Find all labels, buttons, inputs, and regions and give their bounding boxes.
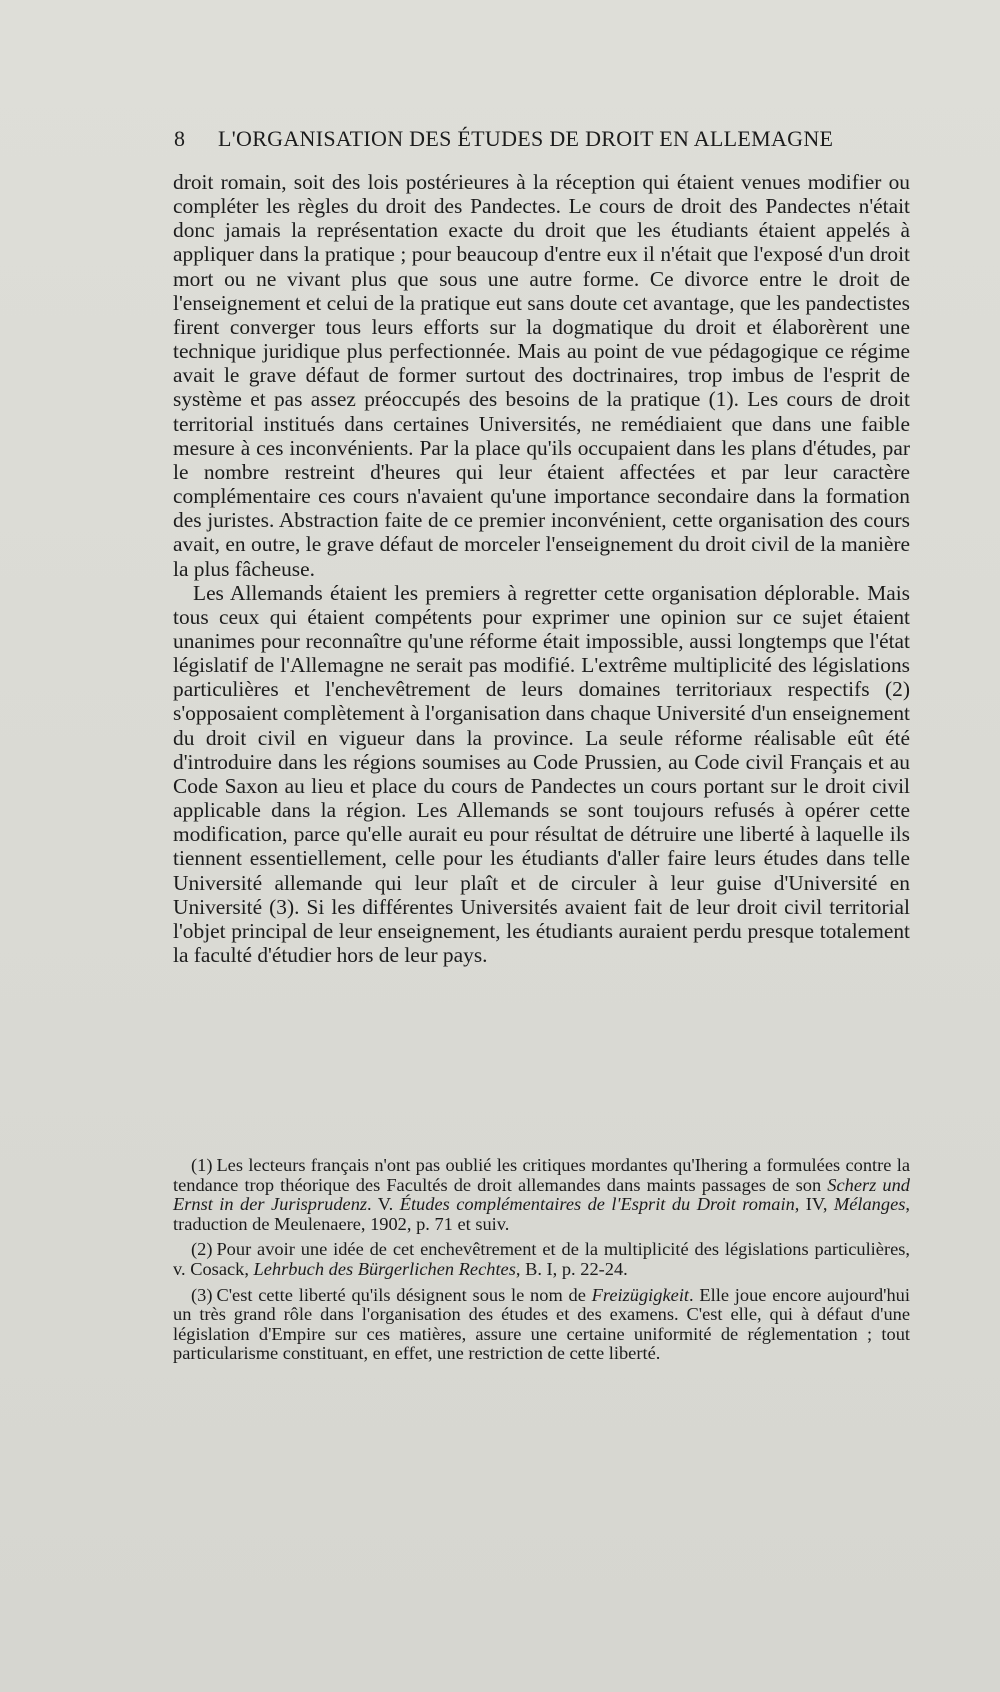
footnote-text: C'est cette liberté qu'ils désignent sous le nom de bbox=[216, 1284, 592, 1305]
footnote-text: , IV, bbox=[794, 1194, 834, 1215]
main-text bbox=[173, 170, 910, 967]
work-title: Mélanges bbox=[833, 1194, 906, 1215]
footnote-text: , B. I, p. 22-24. bbox=[515, 1258, 628, 1279]
page-header bbox=[174, 126, 890, 152]
footnote-text: , traduction de Meulenaere, 1902, p. 71 et suiv. bbox=[173, 1194, 910, 1234]
footnote-marker: (3) bbox=[191, 1284, 213, 1305]
footnote-marker: (1) bbox=[191, 1155, 213, 1175]
work-title: Lehrbuch des Bürgerlichen Rechtes bbox=[253, 1258, 516, 1279]
footnote-2 bbox=[173, 1240, 910, 1279]
footnote-3 bbox=[173, 1286, 910, 1364]
term: Freizügigkeit bbox=[591, 1284, 690, 1305]
work-title: Scherz und Ernst in der Jurisprudenz bbox=[173, 1174, 910, 1215]
footnote-marker: (2) bbox=[191, 1239, 213, 1260]
footnotes bbox=[173, 1156, 910, 1370]
page-number: 8 bbox=[174, 126, 186, 151]
paragraph: droit romain, soit des lois postérieures à la réception qui étaient venues modifier ou compléter les règles du droit des Pandectes. Le cours de droit des Pandectes n'était donc jamais la représentation exacte du droit que les étudiants étaient appelés à appliquer dans la pratique ; pour beaucoup d'entre eux il n'était que l'exposé d'un droit mort ou ne vivant plus que sous une autre forme. Ce divorce entre le droit de l'enseignement et celui de la pratique eut sans doute cet avantage, que les pandectistes firent converger tous leurs efforts sur la dogmatique du droit et élaborèrent une technique juridique plus perfectionnée. Mais au point de vue pédagogique ce régime avait le grave défaut de former surtout des doctrinaires, trop imbus de l'esprit de système et pas assez préoccupés des besoins de la pratique (1). Les cours de droit territorial institués dans certaines Universités, ne remédiaient que dans une faible mesure à ces inconvénients. Par la place qu'ils occupaient dans les plans d'études, par le nombre restreint d'heures qui leur étaient affectées et par leur caractère complémentaire ces cours n'avaient qu'une importance secondaire dans la formation des juristes. Abstraction faite de ce premier inconvénient, cette organisation des cours avait, en outre, le grave défaut de morceler l'enseignement du droit civil de la manière la plus fâcheuse. bbox=[173, 170, 910, 581]
footnote-text: Les lecteurs français n'ont pas oublié les critiques mordantes qu'Ihering a formulées contre la tendance trop théorique des Facultés de droit allemandes dans maints passages de son bbox=[173, 1155, 910, 1195]
footnote-1 bbox=[173, 1156, 910, 1234]
work-title: Études complémentaires de l'Esprit du Droit romain bbox=[399, 1194, 795, 1215]
footnote-text: . Elle joue encore aujourd'hui un très grand rôle dans l'organisation des études et des examens. C'est elle, qui à défaut d'une législation d'Empire sur ces matières, assure une certaine uniformité de réglementation ; tout particularisme constituant, en effet, une restriction de cette liberté. bbox=[173, 1284, 910, 1364]
footnote-text: . V. bbox=[367, 1194, 400, 1215]
paragraph: Les Allemands étaient les premiers à regretter cette organisation déplorable. Mais tous ceux qui étaient compétents pour exprimer une opinion sur ce sujet étaient unanimes pour reconnaître qu'une réforme était impossible, aussi longtemps que l'état législatif de l'Allemagne ne serait pas modifié. L'extrême multiplicité des législations particulières et l'enchevêtrement de leurs domaines territoriaux respectifs (2) s'opposaient complètement à l'organisation dans chaque Université d'un enseignement du droit civil en vigueur dans la province. La seule réforme réalisable eût été d'introduire dans les régions soumises au Code Prussien, au Code civil Français et au Code Saxon au lieu et place du cours de Pandectes un cours portant sur le droit civil applicable dans la région. Les Allemands se sont toujours refusés à opérer cette modification, parce qu'elle aurait eu pour résultat de détruire une liberté à laquelle ils tiennent essentiellement, celle pour les étudiants d'aller faire leurs études dans telle Université allemande qui leur plaît et de circuler à leur guise d'Université en Université (3). Si les différentes Universités avaient fait de leur droit civil territorial l'objet principal de leur enseignement, les étudiants auraient perdu presque totalement la faculté d'étudier hors de leur pays. bbox=[173, 580, 910, 967]
footnote-text: Pour avoir une idée de cet enchevêtrement et de la multiplicité des législations particulières, v. Cosack, bbox=[173, 1239, 910, 1279]
running-title: L'ORGANISATION DES ÉTUDES DE DROIT EN ALLEMAGNE bbox=[218, 126, 834, 151]
